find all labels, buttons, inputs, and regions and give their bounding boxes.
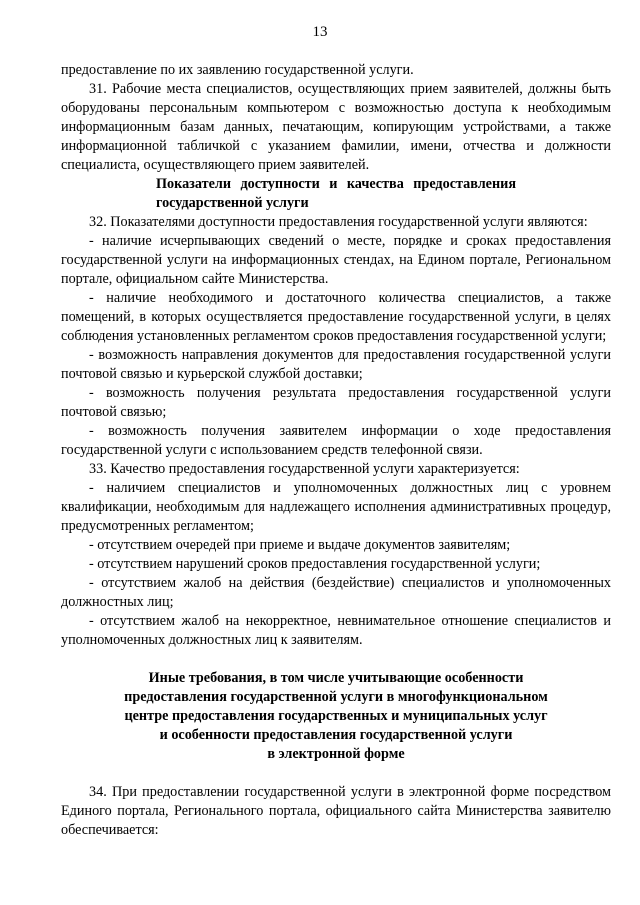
list-item: - возможность направления документов для предоставления государственной услуги почтовой связью и курьерской службой доставки; [61,347,611,382]
list-item: - отсутствием нарушений сроков предоставления государственной услуги; [89,556,541,572]
heading-line: предоставления государственной услуги в многофункциональном [124,689,548,705]
paragraph-32: 32. Показателями доступности предоставления государственной услуги являются: [89,214,588,230]
list-item: - отсутствием жалоб на действия (бездействие) специалистов и уполномоченных должностных лиц; [61,575,611,610]
heading-line: и особенности предоставления государственной услуги [159,727,513,743]
document-body [61,61,611,840]
paragraph-33: 33. Качество предоставления государственной услуги характеризуется: [89,461,520,477]
list-item: - возможность получения заявителем информации о ходе предоставления государственной услуги с использованием средств телефонной связи. [61,423,611,458]
section-heading-accessibility: Показатели доступности и качества предоставления государственной услуги [156,176,516,211]
list-item: - отсутствием очередей при приеме и выдаче документов заявителям; [89,537,511,553]
heading-line: центре предоставления государственных и муниципальных услуг [124,708,548,724]
section-heading-other-requirements [61,669,611,764]
paragraph-31: 31. Рабочие места специалистов, осуществляющих прием заявителей, должны быть оборудованы персональным компьютером с возможностью доступа к необходимым информационным базам данных, печатающим, копирующим устройствами, а также информационной табличкой с указанием фамилии, имени, отчества и должности специалиста, осуществляющего прием заявителей. [61,81,611,173]
list-item: - наличие необходимого и достаточного количества специалистов, а также помещений, в которых осуществляется предоставление государственной услуги, в целях соблюдения установленных регламентом сроков предоставления государственной услуги; [61,290,611,344]
list-item: - наличие исчерпывающих сведений о месте, порядке и сроках предоставления государственной услуги на информационных стендах, на Едином портале, Региональном портале, официальном сайте Министерства. [61,233,611,287]
list-item: - возможность получения результата предоставления государственной услуги почтовой связью; [61,385,611,420]
heading-line: Иные требования, в том числе учитывающие особенности [148,670,524,686]
paragraph: предоставление по их заявлению государственной услуги. [61,62,414,78]
list-item: - отсутствием жалоб на некорректное, невнимательное отношение специалистов и уполномоченных должностных лиц к заявителям. [61,613,611,648]
paragraph-34: 34. При предоставлении государственной услуги в электронной форме посредством Единого портала, Регионального портала, официального сайта Министерства заявителю обеспечивается: [61,784,611,838]
heading-line: в электронной форме [267,746,405,762]
page-number: 13 [312,24,328,40]
list-item: - наличием специалистов и уполномоченных должностных лиц с уровнем квалификации, необходимым для надлежащего исполнения административных процедур, предусмотренных регламентом; [61,480,611,534]
